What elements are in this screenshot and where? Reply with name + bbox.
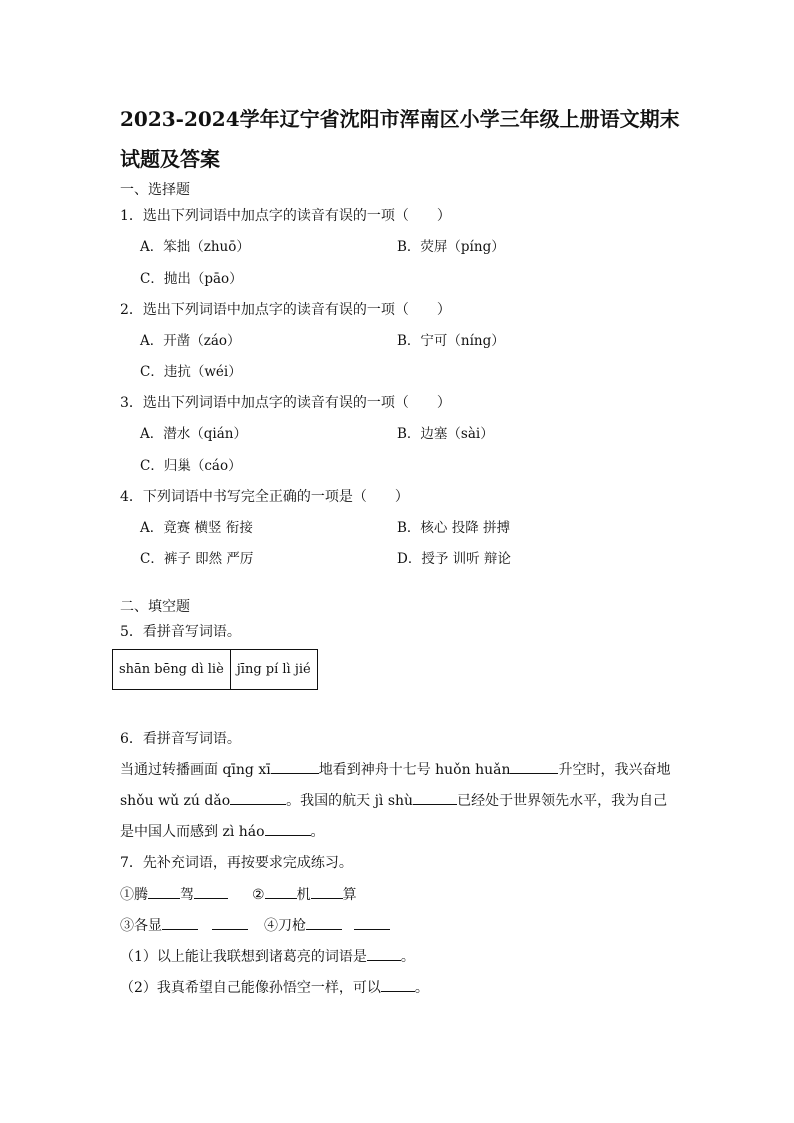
- answer-blank[interactable]: [194, 886, 228, 899]
- question-6-line-1: [120, 761, 670, 779]
- pinyin-table: [112, 649, 318, 690]
- question-1-option-c: C．抛出（pāo）: [140, 271, 243, 287]
- question-4-option-d: D．授予 训听 辩论: [397, 551, 511, 567]
- text: 升空时，我兴奋地: [558, 762, 671, 778]
- question-6-line-3: [120, 823, 325, 841]
- answer-blank[interactable]: [148, 886, 180, 899]
- text: 算: [342, 887, 357, 903]
- question-7-words-row-2: [120, 917, 390, 935]
- pinyin-cell: jīng pí lì jié: [230, 650, 317, 690]
- question-4-option-a: A．竟赛 横竖 衔接: [140, 520, 253, 536]
- text: 是中国人而感到 zì háo: [120, 824, 265, 840]
- text: （2）我真希望自己能像孙悟空一样，可以: [120, 980, 381, 996]
- text: 驾: [180, 887, 194, 903]
- question-6-line-2: [120, 792, 667, 810]
- text: 当通过转播画面 qīng xī: [120, 762, 271, 778]
- question-1-option-a: A．笨拙（zhuō）: [140, 239, 250, 255]
- answer-blank[interactable]: [230, 792, 286, 805]
- question-3-option-a: A．潜水（qián）: [140, 426, 247, 442]
- answer-blank[interactable]: [367, 948, 401, 961]
- answer-blank[interactable]: [381, 979, 415, 992]
- answer-blank[interactable]: [354, 917, 390, 930]
- answer-blank[interactable]: [306, 917, 342, 930]
- question-3-option-c: C．归巢（cáo）: [140, 458, 242, 474]
- question-4-option-c: C．裤子 即然 严厉: [140, 551, 254, 567]
- text: （1）以上能让我联想到诸葛亮的词语是: [120, 949, 367, 965]
- answer-blank[interactable]: [265, 886, 297, 899]
- section-heading-choice: 一、选择题: [120, 182, 190, 198]
- question-7-sub-2: [120, 979, 429, 997]
- question-2-option-c: C．违抗（wéi）: [140, 364, 242, 380]
- question-6-stem: 6．看拼音写词语。: [120, 731, 241, 747]
- answer-blank[interactable]: [413, 792, 457, 805]
- text: 地看到神舟十七号 huǒn huǎn: [318, 762, 511, 778]
- text: ④刀枪: [264, 918, 306, 934]
- question-1-stem: 1．选出下列词语中加点字的读音有误的一项（ ）: [120, 208, 451, 224]
- question-2-stem: 2．选出下列词语中加点字的读音有误的一项（ ）: [120, 302, 451, 318]
- question-2-option-a: A．开凿（záo）: [140, 333, 241, 349]
- question-3-stem: 3．选出下列词语中加点字的读音有误的一项（ ）: [120, 395, 451, 411]
- question-7-words-row-1: [120, 886, 357, 904]
- answer-blank[interactable]: [162, 917, 198, 930]
- text: 。: [414, 980, 429, 996]
- answer-blank[interactable]: [271, 761, 319, 774]
- text: ③各显: [120, 918, 162, 934]
- answer-blank[interactable]: [510, 761, 558, 774]
- pinyin-cell: shān bēng dì liè: [113, 650, 231, 690]
- answer-blank[interactable]: [311, 886, 343, 899]
- text: 已经处于世界领先水平，我为自己: [457, 793, 668, 809]
- question-3-option-b: B．边塞（sài）: [397, 426, 494, 442]
- answer-blank[interactable]: [265, 823, 311, 836]
- question-4-option-b: B．核心 投降 拼搏: [397, 520, 511, 536]
- text: 机: [296, 887, 311, 903]
- text: ①腾: [120, 887, 148, 903]
- question-7-sub-1: [120, 948, 415, 966]
- text: ②: [252, 887, 265, 903]
- page-title: 2023-2024学年辽宁省沈阳市浑南区小学三年级上册语文期末试题及答案: [120, 107, 680, 171]
- question-7-stem: 7．先补充词语，再按要求完成练习。: [120, 855, 353, 871]
- question-4-stem: 4．下列词语中书写完全正确的一项是（ ）: [120, 489, 409, 505]
- question-2-option-b: B．宁可（níng）: [397, 333, 505, 349]
- text: 。我国的航天 jì shù: [286, 793, 414, 809]
- text: 。: [400, 949, 415, 965]
- question-5-stem: 5．看拼音写词语。: [120, 624, 241, 640]
- text: shǒu wǔ zú dǎo: [120, 793, 231, 809]
- answer-blank[interactable]: [212, 917, 248, 930]
- section-heading-fill: 二、填空题: [120, 599, 190, 615]
- question-1-option-b: B．荧屏（píng）: [397, 239, 505, 255]
- text: 。: [310, 824, 325, 840]
